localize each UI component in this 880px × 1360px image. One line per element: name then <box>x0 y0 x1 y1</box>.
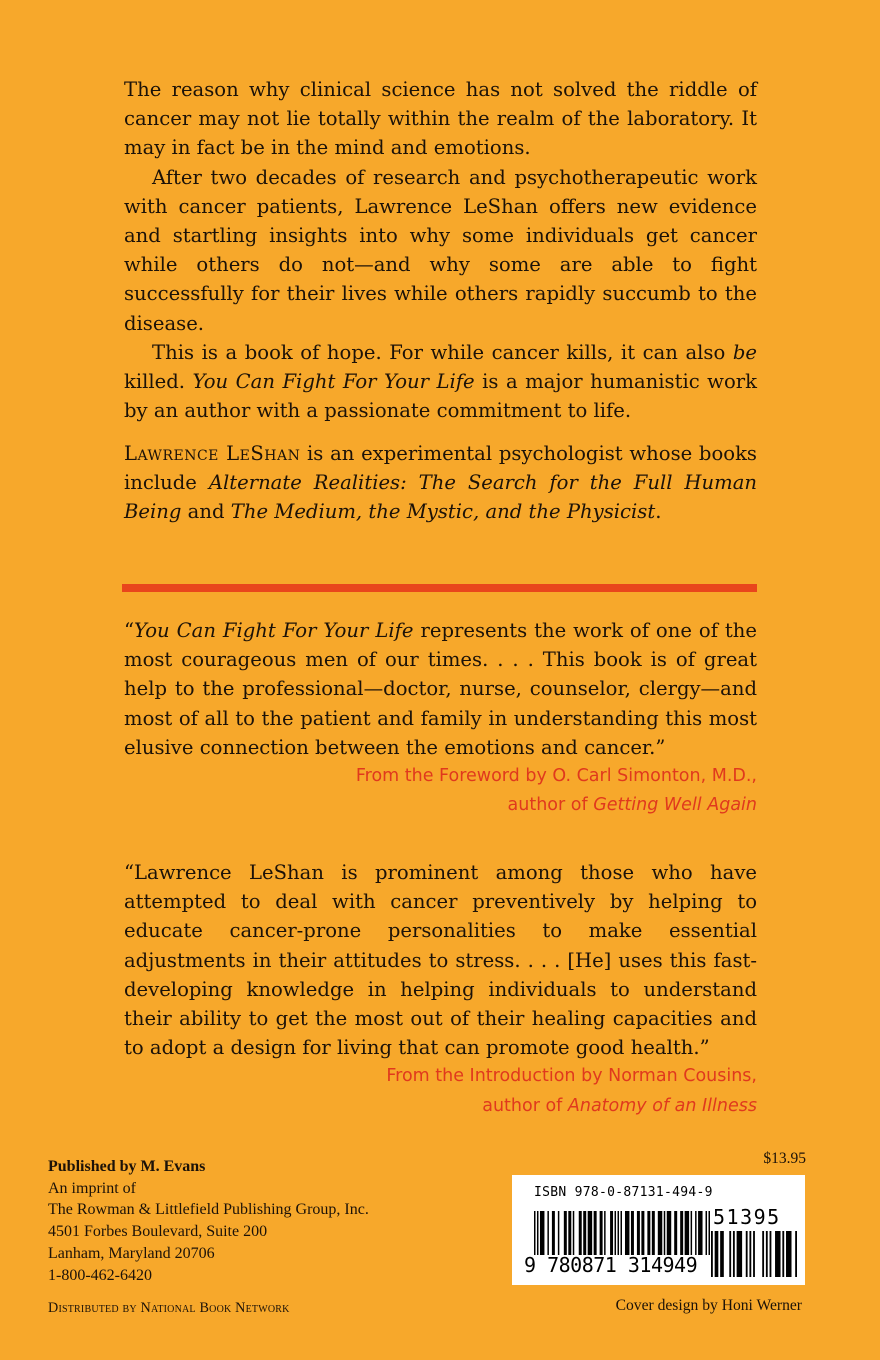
barcode-bar <box>652 1211 655 1255</box>
author-bio-paragraph <box>124 439 757 527</box>
quote-2-text: “Lawrence LeShan is prominent among those who have attempted to deal with cancer preventively by helping to educate cancer-prone personalities to make essential adjustments in their attitudes to stress. . . . [He] uses this fast-developing knowledge in helping individuals to understand their ability to get the most out of their healing capacities and to adopt a design for living that can promote good health.” <box>124 861 757 1060</box>
barcode-bar <box>641 1211 644 1255</box>
barcode-bar <box>680 1211 683 1255</box>
barcode-bar <box>706 1211 707 1255</box>
bio-book-2: The Medium, the Mystic, and the Physicist <box>230 500 656 524</box>
blurb-paragraph-3 <box>124 338 757 426</box>
author-bio <box>124 439 757 527</box>
quote-1-attribution <box>124 762 757 820</box>
barcode-bar <box>610 1211 613 1255</box>
quote-1-book-title: You Can Fight For Your Life <box>134 619 414 642</box>
barcode-bar <box>621 1211 622 1255</box>
barcode-bar <box>698 1211 702 1255</box>
barcode-bar <box>537 1211 538 1255</box>
publisher-name: Published by M. Evans <box>48 1158 206 1175</box>
barcode-bar <box>631 1211 634 1255</box>
barcode-bar <box>579 1211 582 1255</box>
barcode-bar <box>547 1211 548 1255</box>
barcode-bar <box>691 1211 692 1255</box>
barcode-bar <box>762 1231 764 1277</box>
barcode-bar <box>720 1231 724 1277</box>
barcode-bar <box>709 1211 710 1255</box>
barcode-bar <box>573 1211 574 1255</box>
barcode-bar <box>746 1231 748 1277</box>
blurb-paragraph-1: The reason why clinical science has not solved the riddle of cancer may not lie totally within the realm of the laboratory. It may in fact be in the mind and emotions. <box>124 78 757 160</box>
quote-1-attr-book: Getting Well Again <box>593 795 757 816</box>
quote-2-attr-book: Anatomy of an Illness <box>567 1095 757 1116</box>
blurb-paragraph-2: After two decades of research and psychotherapeutic work with cancer patients, Lawrence LeShan offers new evidence and startling insights into why some individuals get cancer while others do not—and why some are able to fight successfully for their lives while others rapidly succumb to the disease. <box>124 165 757 335</box>
barcode-bar <box>674 1211 677 1255</box>
distributor-line: Distributed by National Book Network <box>48 1300 290 1316</box>
barcode-bar <box>618 1211 619 1255</box>
quote-1-open-mark: “ <box>124 619 135 642</box>
quote-2-attr-prefix: author of <box>482 1095 568 1116</box>
quote-1-body: represents the work of one of the most courageous men of our times. . . . This book is of great help to the professional—doctor, nurse, counselor, clergy—and most of all to the patient and family in understanding this most elusive connection between the emotions and cancer.” <box>124 619 758 759</box>
author-name: Lawrence LeShan <box>124 442 301 465</box>
barcode-bar <box>637 1211 640 1255</box>
publisher-group: The Rowman & Littlefield Publishing Group, Inc. <box>48 1201 369 1219</box>
quote-1-attr-line-2 <box>124 791 757 820</box>
publisher-address-street: 4501 Forbes Boulevard, Suite 200 <box>48 1223 268 1241</box>
barcode-bar <box>615 1211 616 1255</box>
quote-2-attr-line-1: From the Introduction by Norman Cousins, <box>386 1066 757 1087</box>
review-quote-2 <box>124 858 757 1121</box>
bio-book-1: Alternate Realities: The Search for the Full Human Being <box>124 471 757 524</box>
barcode-bar <box>568 1211 571 1255</box>
barcode-bar <box>558 1211 559 1255</box>
barcode-bar <box>715 1231 719 1277</box>
barcode-bar <box>711 1231 713 1277</box>
bio-text-c: . <box>655 500 662 524</box>
barcode-bar <box>588 1211 592 1255</box>
barcode-bar <box>564 1211 567 1255</box>
addon-barcode-bars <box>711 1231 797 1277</box>
addon-digits: 51395 <box>713 1205 781 1229</box>
barcode-bar <box>795 1231 797 1277</box>
barcode-bar <box>594 1211 597 1255</box>
barcode-bar <box>600 1211 603 1255</box>
blurb <box>124 75 757 425</box>
barcode-bar <box>658 1211 662 1255</box>
barcode-bar <box>775 1231 780 1277</box>
barcode-bar <box>667 1211 671 1255</box>
quote-1-attr-prefix: author of <box>507 795 594 816</box>
barcode-bar <box>737 1231 742 1277</box>
barcode-bar <box>766 1231 768 1277</box>
barcode-bar <box>786 1231 791 1277</box>
quote-1-text <box>124 616 757 762</box>
barcode-bar <box>540 1211 544 1255</box>
barcode-bar <box>695 1211 696 1255</box>
quote-1-attr-line-1: From the Foreword by O. Carl Simonton, M.D., <box>355 766 757 787</box>
barcode-bar <box>782 1231 784 1277</box>
barcode-bar <box>753 1231 755 1277</box>
barcode-bar <box>733 1231 735 1277</box>
publisher-imprint-line: An imprint of <box>48 1179 136 1197</box>
blurb-p3-emphasis: be <box>732 340 757 364</box>
barcode-bar <box>625 1211 629 1255</box>
blurb-p3-book-title: You Can Fight For Your Life <box>192 370 475 394</box>
isbn-barcode <box>512 1175 805 1285</box>
barcode-bar <box>729 1231 731 1277</box>
publisher-info <box>48 1156 468 1286</box>
blurb-p3-text-c: killed. <box>124 370 193 394</box>
cover-design-credit: Cover design by Honi Werner <box>615 1297 802 1314</box>
publisher-address-city: Lanham, Maryland 20706 <box>48 1244 215 1262</box>
barcode-bar <box>534 1211 535 1255</box>
publisher-phone: 1-800-462-6420 <box>48 1266 152 1284</box>
barcode-bar <box>552 1211 555 1255</box>
barcode-bar <box>664 1211 665 1255</box>
review-quote-1 <box>124 616 757 820</box>
barcode-bar <box>583 1211 586 1255</box>
blurb-p3-text-d: is a major humanistic work by an author with a passionate commitment to life. <box>124 370 757 423</box>
divider-rule <box>122 584 757 592</box>
price: $13.95 <box>763 1150 806 1167</box>
bio-text-a: is an experimental psychologist whose books include <box>124 442 757 495</box>
ean-barcode-bars <box>534 1211 710 1255</box>
isbn-label: ISBN 978-0-87131-494-9 <box>534 1185 713 1200</box>
bio-text-b: and <box>181 500 231 524</box>
barcode-bar <box>749 1231 751 1277</box>
barcode-bar <box>647 1211 650 1255</box>
ean-digits: 9 780871 314949 <box>524 1253 698 1277</box>
quote-2-attr-line-2 <box>124 1092 757 1121</box>
barcode-bar <box>604 1211 605 1255</box>
barcode-bar <box>770 1231 772 1277</box>
barcode-bar <box>685 1211 689 1255</box>
blurb-p3-text-a: This is a book of hope. For while cancer kills, it can also <box>152 340 733 364</box>
quote-2-attribution <box>124 1062 757 1120</box>
